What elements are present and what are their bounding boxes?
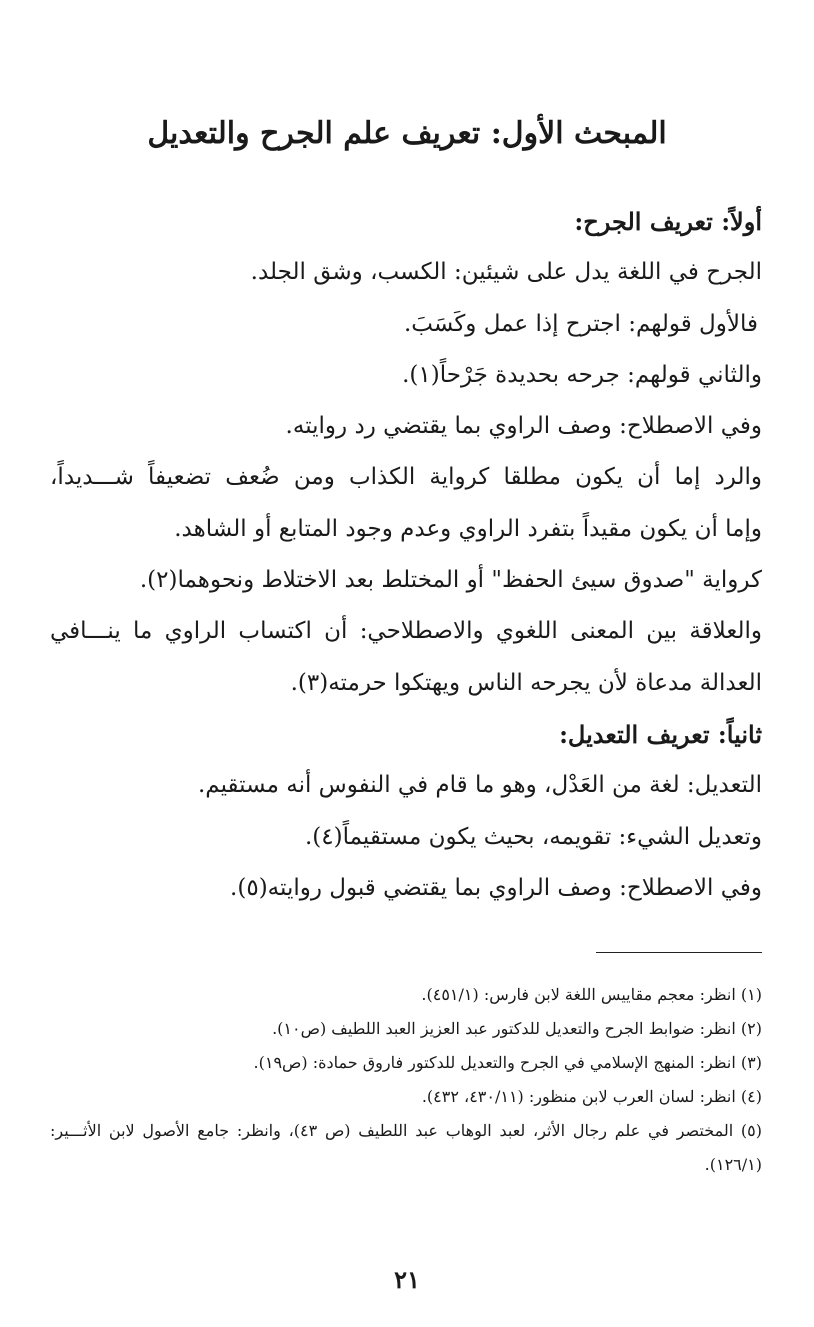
footnote: (٥) المختصر في علم رجال الأثر، لعبد الوهاب عبد اللطيف (ص ٤٣)، وانظر: جامع الأصول لابن الأثـــير:	[50, 1121, 762, 1140]
page-title: المبحث الأول: تعريف علم الجرح والتعديل	[147, 116, 667, 151]
main-text	[50, 196, 762, 914]
paragraph-line: والرد إما أن يكون مطلقا كرواية الكذاب ومن ضُعف تضعيفاً شـــديداً،	[50, 464, 762, 491]
paragraph-line: والثاني قولهم: جرحه بحديدة جَرْحاً(١).	[402, 361, 762, 388]
paragraph-line: الجرح في اللغة يدل على شيئين: الكسب، وشق الجلد.	[250, 259, 762, 286]
footnote-continuation: (١٢٦/١).	[704, 1155, 762, 1174]
section-heading-jarh: أولاً: تعريف الجرح:	[574, 207, 762, 236]
paragraph-line: فالأول قولهم: اجترح إذا عمل وكَسَبَ.	[403, 310, 758, 337]
paragraph-line: وتعديل الشيء: تقويمه، بحيث يكون مستقيماً(٤).	[304, 823, 762, 850]
footnote: (٤) انظر: لسان العرب لابن منظور: (٤٣٠/١١، ٤٣٢).	[421, 1087, 762, 1106]
section-heading-tadil: ثانياً: تعريف التعديل:	[559, 719, 762, 749]
footnotes	[50, 978, 762, 1182]
footnote: (١) انظر: معجم مقاييس اللغة لابن فارس: (٤٥١/١).	[421, 985, 762, 1004]
paragraph-line: التعديل: لغة من العَدْل، وهو ما قام في النفوس أنه مستقيم.	[197, 772, 762, 799]
page-number: ٢١	[394, 1265, 420, 1294]
paragraph-line: والعلاقة بين المعنى اللغوي والاصطلاحي: أن اكتساب الراوي ما ينـــافي	[50, 618, 762, 645]
footnote: (٣) انظر: المنهج الإسلامي في الجرح والتعديل للدكتور فاروق حمادة: (ص١٩).	[253, 1053, 762, 1072]
paragraph-line: وفي الاصطلاح: وصف الراوي بما يقتضي قبول روايته(٥).	[230, 874, 762, 901]
paragraph-line: كرواية "صدوق سيئ الحفظ" أو المختلط بعد الاختلاط ونحوهما(٢).	[139, 567, 762, 594]
paragraph-line: وإما أن يكون مقيداً بتفرد الراوي وعدم وجود المتابع أو الشاهد.	[174, 515, 762, 542]
paragraph-line: وفي الاصطلاح: وصف الراوي بما يقتضي رد روايته.	[285, 413, 762, 440]
footnote-separator	[596, 952, 762, 953]
paragraph-line: العدالة مدعاة لأن يجرحه الناس ويهتكوا حرمته(٣).	[290, 669, 762, 696]
footnote: (٢) انظر: ضوابط الجرح والتعديل للدكتور عبد العزيز العبد اللطيف (ص١٠).	[272, 1019, 762, 1038]
